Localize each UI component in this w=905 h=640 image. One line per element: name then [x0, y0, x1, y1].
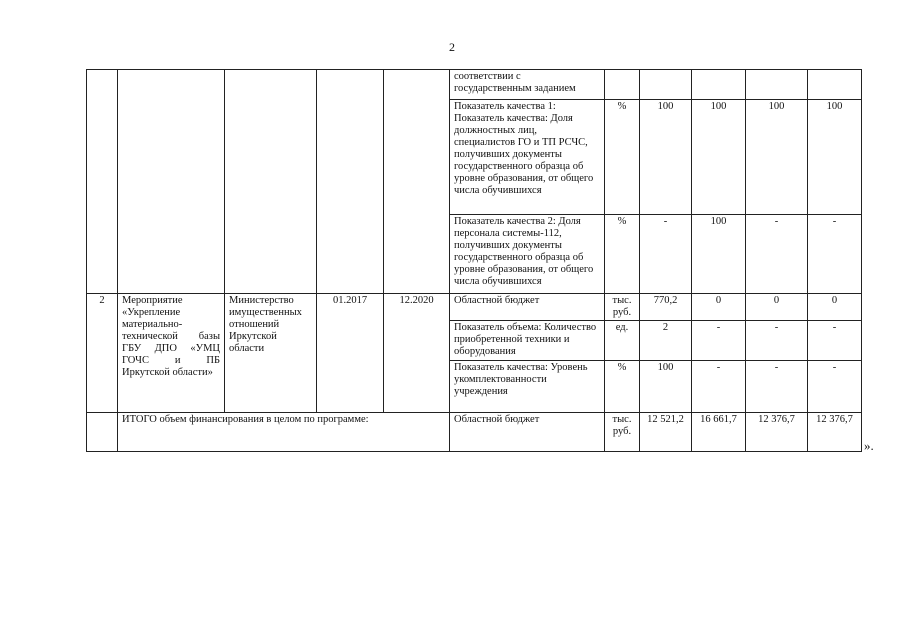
cell-unit: % — [605, 100, 640, 215]
cell-executor — [225, 70, 317, 294]
cell-value-1: 100 — [640, 361, 692, 413]
cell-source: Областной бюджет — [450, 294, 605, 321]
cell-value-3: - — [746, 321, 808, 361]
cell-value-3 — [746, 70, 808, 100]
cell-value-3: 100 — [746, 100, 808, 215]
cell-source: Областной бюджет — [450, 413, 605, 452]
cell-value-2 — [692, 70, 746, 100]
table-row-total — [87, 413, 862, 452]
cell-num — [87, 413, 118, 452]
cell-value-1: 100 — [640, 100, 692, 215]
table-row-measure-2 — [87, 294, 862, 321]
cell-value-3: - — [746, 361, 808, 413]
cell-unit: тыс. руб. — [605, 294, 640, 321]
cell-value-4: - — [808, 361, 862, 413]
cell-name: Мероприятие «Укрепление материально-технической базы ГБУ ДПО «УМЦ ГОЧС и ПБ Иркутской области» — [118, 294, 225, 413]
cell-value-4: - — [808, 215, 862, 294]
cell-value-2: 16 661,7 — [692, 413, 746, 452]
cell-start — [317, 70, 384, 294]
cell-unit — [605, 70, 640, 100]
page-number: 2 — [449, 40, 455, 54]
cell-num: 2 — [87, 294, 118, 413]
cell-total-label: ИТОГО объем финансирования в целом по программе: — [118, 413, 450, 452]
cell-value-4: - — [808, 321, 862, 361]
table-row-continuation — [87, 70, 862, 100]
cell-indicator: Показатель объема: Количество приобретенной техники и оборудования — [450, 321, 605, 361]
closing-quote: ». — [864, 438, 874, 453]
cell-value-2: 100 — [692, 100, 746, 215]
cell-name — [118, 70, 225, 294]
cell-indicator: Показатель качества 2: Доля персонала системы-112, получивших документы государственного образца об уровне образования, от общего числа обучившихся — [450, 215, 605, 294]
cell-value-1: 2 — [640, 321, 692, 361]
cell-indicator: соответствии с государственным заданием — [450, 70, 605, 100]
cell-unit: % — [605, 361, 640, 413]
cell-unit: тыс. руб. — [605, 413, 640, 452]
cell-value-4: 0 — [808, 294, 862, 321]
cell-indicator: Показатель качества 1: Показатель качества: Доля должностных лиц, специалистов ГО и ТП РСЧС, получивших документы государственного образца об уровне образования, от общего числа обучившихся — [450, 100, 605, 215]
cell-value-2: - — [692, 321, 746, 361]
cell-value-1 — [640, 70, 692, 100]
cell-value-2: 0 — [692, 294, 746, 321]
cell-end — [384, 70, 450, 294]
cell-value-3: 12 376,7 — [746, 413, 808, 452]
cell-value-4 — [808, 70, 862, 100]
cell-value-4: 100 — [808, 100, 862, 215]
cell-value-2: - — [692, 361, 746, 413]
cell-value-1: - — [640, 215, 692, 294]
cell-value-4: 12 376,7 — [808, 413, 862, 452]
cell-executor: Министерство имущественных отношений Иркутской области — [225, 294, 317, 413]
cell-unit: ед. — [605, 321, 640, 361]
cell-num — [87, 70, 118, 294]
program-table — [86, 69, 862, 452]
cell-value-3: 0 — [746, 294, 808, 321]
cell-indicator: Показатель качества: Уровень укомплектованности учреждения — [450, 361, 605, 413]
cell-unit: % — [605, 215, 640, 294]
cell-start: 01.2017 — [317, 294, 384, 413]
cell-value-2: 100 — [692, 215, 746, 294]
cell-value-3: - — [746, 215, 808, 294]
cell-value-1: 770,2 — [640, 294, 692, 321]
cell-end: 12.2020 — [384, 294, 450, 413]
cell-value-1: 12 521,2 — [640, 413, 692, 452]
